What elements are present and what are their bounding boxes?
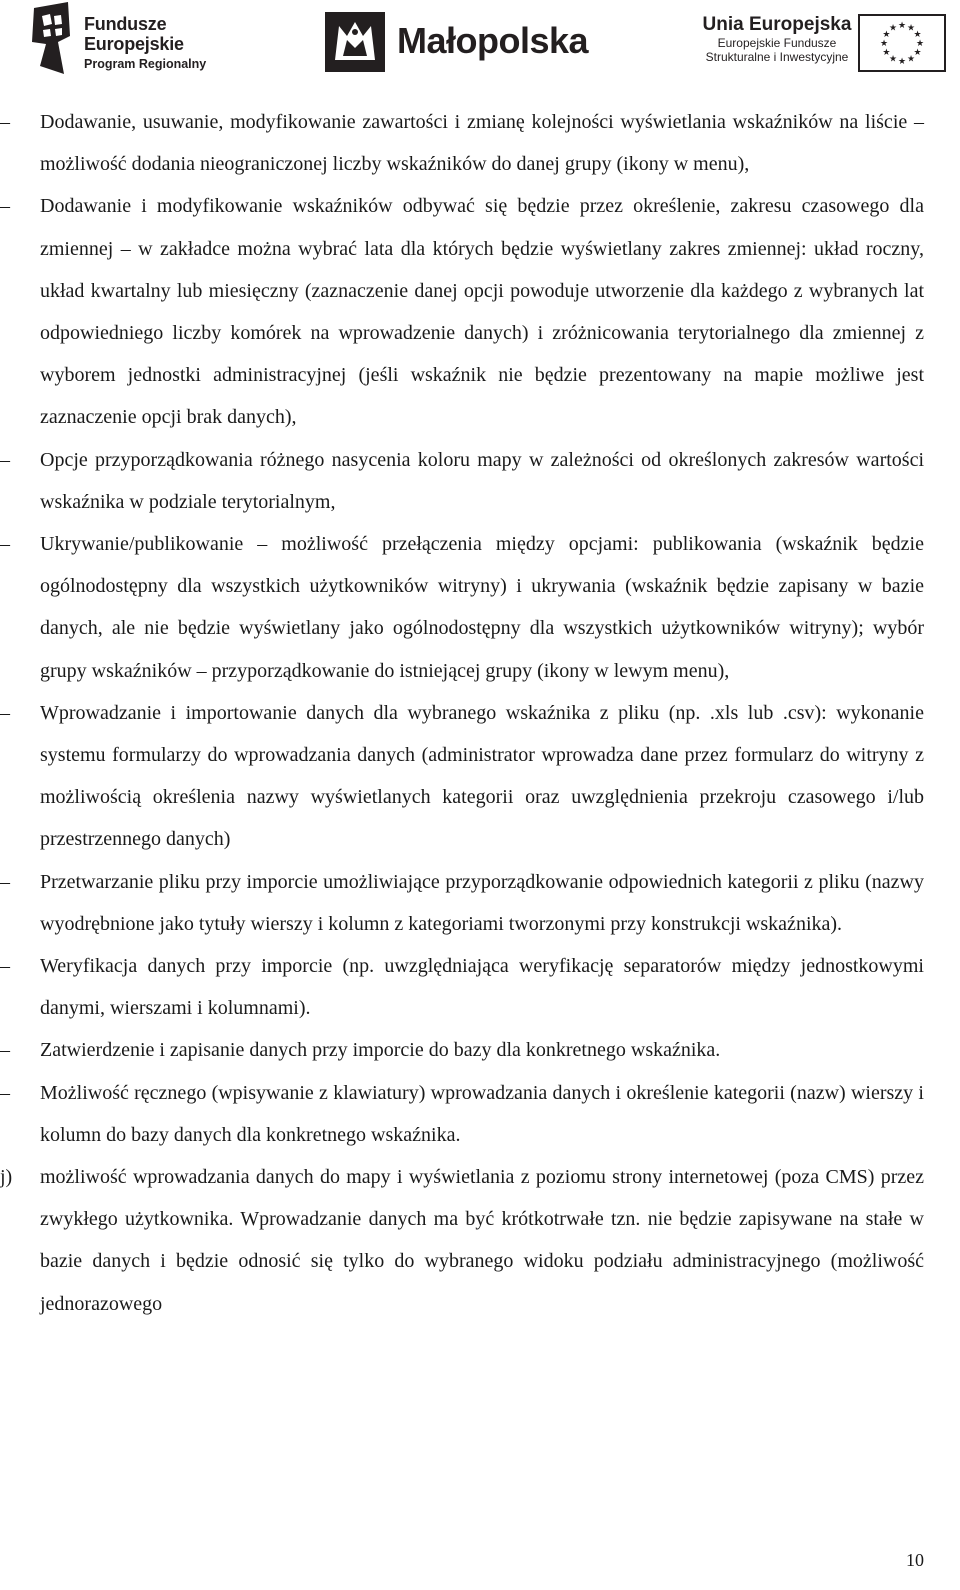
list-item-text: możliwość wprowadzania danych do mapy i wyświetlania z poziomu strony internetowej (poza CMS) przez zwykłego użytkownika. Wprowadzanie danych ma być krótkotrwałe tzn. nie będzie zapisywane na stałe w bazie danych i będzie odnosić się tylko do wybranego widoku podziału administracyjnego (możliwość jednorazowego [40, 1166, 924, 1315]
eu-star-icon: ★ [913, 29, 922, 39]
eu-star-icon: ★ [888, 53, 898, 64]
list-item-marker: – [0, 701, 10, 724]
list-item-marker: j) [0, 1166, 13, 1189]
eu-star-icon: ★ [897, 56, 907, 66]
list-item-text: Dodawanie, usuwanie, modyfikowanie zawartości i zmianę kolejności wyświetlania wskaźników na liście – możliwość dodania nieograniczonej liczby wskaźników do danej grupy (ikony w menu), [40, 111, 924, 176]
list-item-text: Ukrywanie/publikowanie – możliwość przełączenia między opcjami: publikowania (wskaźnik będzie ogólnodostępny dla wszystkich użytkowników witryny) i ukrywania (wskaźnik będzie zapisany w bazie danych, ale nie będzie wyświetlany jako ogólnodostępny dla wszystkich użytkowników witryny); wybór grupy wskaźników – przyporządkowanie do istniejącej grupy (ikony w lewym menu), [40, 533, 924, 682]
list-item-marker: – [0, 195, 10, 218]
list-item [0, 101, 924, 185]
logo-fe-line1: Fundusze [84, 14, 167, 34]
logo-ue-line2: Europejskie Fundusze [717, 36, 837, 50]
list-item-marker: – [0, 1039, 10, 1062]
list-item [0, 861, 924, 945]
eu-flag-icon [858, 14, 946, 72]
page-number: 10 [906, 1550, 924, 1570]
list-item [0, 945, 924, 1029]
list-item-text: Możliwość ręcznego (wpisywanie z klawiatury) wprowadzania danych i określenie kategorii (nazw) wierszy i kolumn do bazy danych dla konkretnego wskaźnika. [40, 1081, 924, 1146]
list-item [0, 692, 924, 861]
list-item-marker: – [0, 870, 10, 893]
list-item [0, 439, 924, 523]
logo-fe-line3: Program Regionalny [84, 57, 207, 71]
eu-star-icon: ★ [897, 20, 907, 30]
eu-star-icon: ★ [906, 22, 916, 33]
list-item [0, 185, 924, 438]
list-item-marker: – [0, 448, 10, 471]
list-item-marker: – [0, 955, 10, 978]
fundusze-europejskie-wordmark [84, 14, 206, 72]
malopolska-wordmark: Małopolska [397, 20, 589, 61]
logo-fe-line2: Europejskie [84, 34, 184, 54]
eu-star-icon: ★ [915, 38, 925, 48]
list-item-text: Opcje przyporządkowania różnego nasycenia koloru mapy w zależności od określonych zakresów wartości wskaźnika w podziale terytorialnym, [40, 448, 924, 513]
eu-star-icon: ★ [882, 47, 891, 57]
list-item [0, 1072, 924, 1156]
page-header [0, 0, 960, 80]
fundusze-europejskie-logo [28, 2, 228, 74]
eu-star-icon: ★ [879, 38, 889, 48]
malopolska-logo [325, 12, 615, 72]
list-item-marker: – [0, 111, 10, 133]
list-item [0, 1156, 924, 1325]
unia-europejska-logo [702, 14, 952, 74]
list-item-text: Zatwierdzenie i zapisanie danych przy imporcie do bazy dla konkretnego wskaźnika. [40, 1039, 721, 1062]
list-item-marker: – [0, 1081, 10, 1104]
list-item-text: Przetwarzanie pliku przy imporcie umożliwiające przyporządkowanie odpowiednich kategorii z pliku (nazwy wyodrębnione jako tytuły wierszy i kolumn z kategoriami tworzonymi przy konstrukcji wskaźnika). [40, 870, 924, 935]
document-body [0, 101, 960, 1325]
list-item-marker: – [0, 533, 10, 556]
unia-europejska-wordmark [702, 14, 852, 64]
list-item [0, 523, 924, 692]
eu-star-icon: ★ [913, 47, 922, 57]
list-item-text: Wprowadzanie i importowanie danych dla wybranego wskaźnika z pliku (np. .xls lub .csv): wykonanie systemu formularzy do wprowadzania danych (administrator wprowadza dane przez formularz do witryny z możliwością określenia nazwy wyświetlanych kategorii oraz uwzględnienia przekroju czasowego i/lub przestrzennego danych) [40, 701, 924, 851]
eu-star-icon: ★ [882, 29, 891, 39]
list-item-text: Dodawanie i modyfikowanie wskaźników odbywać się będzie przez określenie, zakresu czasowego dla zmiennej – w zakładce można wybrać lata dla których będzie wyświetlany zakres zmiennej: układ roczny, układ kwartalny lub miesięczny (zaznaczenie danej opcji powoduje utworzenie dla każdego z wybranych lat odpowiedniego liczby komórek na wprowadzenie danych) i zróżnicowania terytorialnego dla zmiennej z wyborem jednostki administracyjnej (jeśli wskaźnik nie będzie prezentowany na mapie możliwe jest zaznaczenie opcji brak danych), [40, 195, 924, 429]
list-item [0, 1029, 924, 1071]
list-item-text: Weryfikacja danych przy imporcie (np. uwzględniająca weryfikację separatorów między jednostkowymi danymi, wierszami i kolumnami). [40, 955, 924, 1020]
malopolska-crest-icon [325, 12, 385, 72]
eu-star-icon: ★ [906, 53, 916, 64]
logo-ue-line1: Unia Europejska [702, 14, 852, 35]
logo-ue-line3: Strukturalne i Inwestycyjne [705, 50, 849, 64]
eu-star-icon: ★ [888, 22, 898, 33]
fundusze-europejskie-mark-icon [28, 2, 74, 74]
